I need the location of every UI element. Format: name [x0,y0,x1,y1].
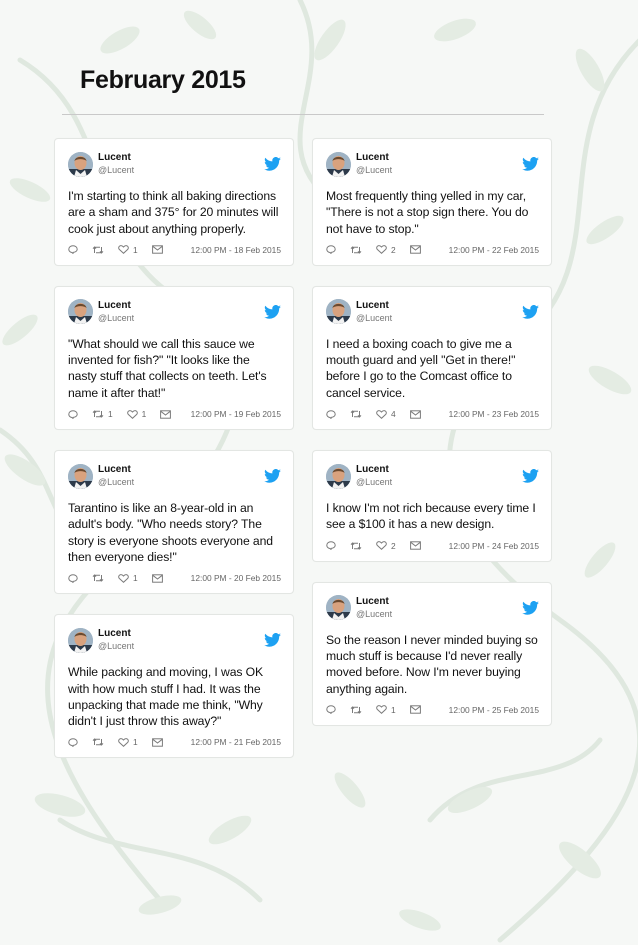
tweet-text: So the reason I never minded buying so much stuff is because I'd never really moved before. Now I'm never buying anything again. [326,632,538,696]
author-name[interactable]: Lucent [356,152,389,163]
reply-icon [68,738,78,747]
tweet-actions [68,735,281,749]
heart-icon [376,410,387,419]
author-handle[interactable]: @Lucent [98,641,135,652]
envelope-icon [160,410,171,419]
message-button[interactable] [410,245,421,254]
envelope-icon [410,245,421,254]
reply-button[interactable] [68,410,78,419]
author-handle[interactable]: @Lucent [356,477,393,488]
tweet-timestamp[interactable]: 12:00 PM - 22 Feb 2015 [448,244,539,255]
envelope-icon [410,705,421,714]
twitter-bird-icon[interactable] [522,305,539,319]
retweet-button[interactable] [92,573,104,583]
tweet-card [54,138,294,266]
author-name[interactable]: Lucent [98,299,131,311]
tweet-column-left [54,138,294,778]
heart-icon [127,410,138,419]
tweet-timestamp[interactable]: 12:00 PM - 21 Feb 2015 [190,737,281,748]
author-names [356,464,392,488]
avatar[interactable] [326,464,351,489]
avatar[interactable] [68,299,93,324]
tweet-text: I need a boxing coach to give me a mouth guard and yell "Get in there!" before I go to the Comcast office to cancel service. [326,336,516,400]
author-handle[interactable]: @Lucent [356,165,393,175]
author-names [356,596,392,620]
tweet-timestamp[interactable]: 12:00 PM - 23 Feb 2015 [448,409,539,420]
tweet-text: "What should we call this sauce we invented for fish?" "It looks like the nasty stuff that collects on teeth. Let's name it after that!" [68,336,267,400]
retweet-icon [350,409,362,419]
twitter-bird-icon[interactable] [522,469,539,483]
author-name[interactable]: Lucent [98,628,131,640]
author-names [356,300,392,324]
author-handle[interactable]: @Lucent [356,608,393,619]
avatar[interactable] [326,299,351,324]
like-count: 2 [391,540,396,551]
twitter-bird-icon[interactable] [264,633,281,647]
author-name[interactable]: Lucent [356,299,389,311]
tweet-card [312,582,552,726]
reply-button[interactable] [326,410,336,419]
retweet-icon [92,573,104,583]
author-names [356,152,392,176]
reply-button[interactable] [326,705,336,714]
tweet-header [326,299,539,325]
message-button[interactable] [152,574,163,583]
envelope-icon [152,738,163,747]
reply-icon [68,574,78,583]
tweet-timestamp[interactable]: 12:00 PM - 24 Feb 2015 [448,540,539,551]
retweet-icon [350,705,362,715]
like-button[interactable] [376,409,396,419]
envelope-icon [152,245,163,254]
like-count: 1 [141,409,147,420]
message-button[interactable] [410,541,421,550]
message-button[interactable] [410,705,421,714]
tweet-header [68,463,281,489]
reply-icon [68,245,78,254]
like-count: 1 [133,737,138,748]
tweet-column-right [312,138,552,746]
heart-icon [118,574,129,583]
tweet-header [326,463,539,489]
reply-button[interactable] [68,738,78,747]
tweet-timestamp[interactable]: 12:00 PM - 19 Feb 2015 [190,409,281,420]
avatar[interactable] [326,595,351,620]
tweet-header [326,151,539,177]
retweet-icon [92,409,104,419]
author-handle[interactable]: @Lucent [98,477,135,488]
tweet-text: I know I'm not rich because every time I see a $100 it has a new design. [326,501,536,532]
envelope-icon [410,410,421,419]
tweet-card [312,450,552,562]
author-names [98,628,134,652]
like-button[interactable] [376,541,396,551]
retweet-button[interactable] [92,409,113,419]
like-button[interactable] [127,409,147,419]
reply-icon [68,410,78,419]
tweet-text: Most frequently thing yelled in my car, "There is not a stop sign there. You do not have to stop." [326,189,529,236]
tweet-card [312,286,552,430]
heart-icon [376,541,387,550]
heart-icon [118,738,129,747]
reply-icon [326,410,336,419]
message-button[interactable] [152,738,163,747]
message-button[interactable] [152,245,163,254]
author-name[interactable]: Lucent [98,464,131,476]
heart-icon [376,245,387,254]
tweet-timestamp[interactable]: 12:00 PM - 25 Feb 2015 [448,704,539,715]
like-count: 1 [391,704,396,715]
tweet-actions [326,703,539,717]
tweet-header [68,151,281,177]
tweet-timestamp[interactable]: 12:00 PM - 18 Feb 2015 [190,244,281,255]
author-name[interactable]: Lucent [356,595,389,607]
message-button[interactable] [160,410,171,419]
reply-button[interactable] [68,245,78,254]
author-handle[interactable]: @Lucent [98,312,135,323]
retweet-button[interactable] [92,245,104,255]
like-count: 2 [391,244,396,255]
tweet-card [54,450,294,594]
heart-icon [376,705,387,714]
twitter-bird-icon[interactable] [264,469,281,483]
reply-icon [326,705,336,714]
author-handle[interactable]: @Lucent [98,165,135,175]
author-names [98,300,134,324]
like-count: 1 [133,244,138,255]
reply-icon [326,541,336,550]
tweet-actions [326,243,539,257]
avatar[interactable] [68,628,93,653]
retweet-icon [92,737,104,747]
page-title: February 2015 [80,66,246,94]
envelope-icon [410,541,421,550]
tweet-header [68,627,281,653]
twitter-bird-icon[interactable] [264,305,281,319]
tweet-actions [68,243,281,257]
tweet-header [68,299,281,325]
like-button[interactable] [118,245,138,255]
author-names [98,152,134,176]
like-count: 4 [391,409,396,420]
tweet-text: I'm starting to think all baking directions are a sham and 375° for 20 minutes will cook just about anything properly. [68,189,279,236]
title-divider [62,114,544,115]
message-button[interactable] [410,410,421,419]
tweet-header [326,595,539,621]
like-button[interactable] [376,705,396,715]
tweet-actions [326,407,539,421]
tweet-text: While packing and moving, I was OK with how much stuff I had. It was the unpacking that made me think, "Why didn't I just throw this away?" [68,665,264,729]
author-names [98,464,134,488]
reply-button[interactable] [326,245,336,254]
reply-icon [326,245,336,254]
tweet-timestamp[interactable]: 12:00 PM - 20 Feb 2015 [190,573,281,584]
tweet-card [54,614,294,758]
reply-button[interactable] [68,574,78,583]
tweet-actions [326,539,539,553]
like-count: 1 [133,573,138,584]
author-handle[interactable]: @Lucent [356,312,393,323]
retweet-button[interactable] [350,705,362,715]
twitter-bird-icon[interactable] [522,157,539,171]
retweet-button[interactable] [350,541,362,551]
avatar[interactable] [326,152,351,177]
heart-icon [118,245,129,254]
author-name[interactable]: Lucent [98,152,131,163]
retweet-icon [350,245,362,255]
avatar[interactable] [68,464,93,489]
twitter-bird-icon[interactable] [522,601,539,615]
like-button[interactable] [118,737,138,747]
envelope-icon [152,574,163,583]
retweet-button[interactable] [350,245,362,255]
retweet-button[interactable] [350,409,362,419]
like-button[interactable] [376,245,396,255]
retweet-icon [92,245,104,255]
author-name[interactable]: Lucent [356,464,389,476]
tweet-actions [68,407,281,421]
tweet-text: Tarantino is like an 8-year-old in an adult's body. "Who needs story? The story is everyone shoots everyone and then everyone dies!" [68,501,273,564]
retweet-button[interactable] [92,737,104,747]
retweet-count: 1 [108,409,113,420]
like-button[interactable] [118,573,138,583]
tweet-actions [68,571,281,585]
twitter-bird-icon[interactable] [264,157,281,171]
tweet-card [312,138,552,266]
retweet-icon [350,541,362,551]
reply-button[interactable] [326,541,336,550]
tweet-card [54,286,294,430]
avatar[interactable] [68,152,93,177]
